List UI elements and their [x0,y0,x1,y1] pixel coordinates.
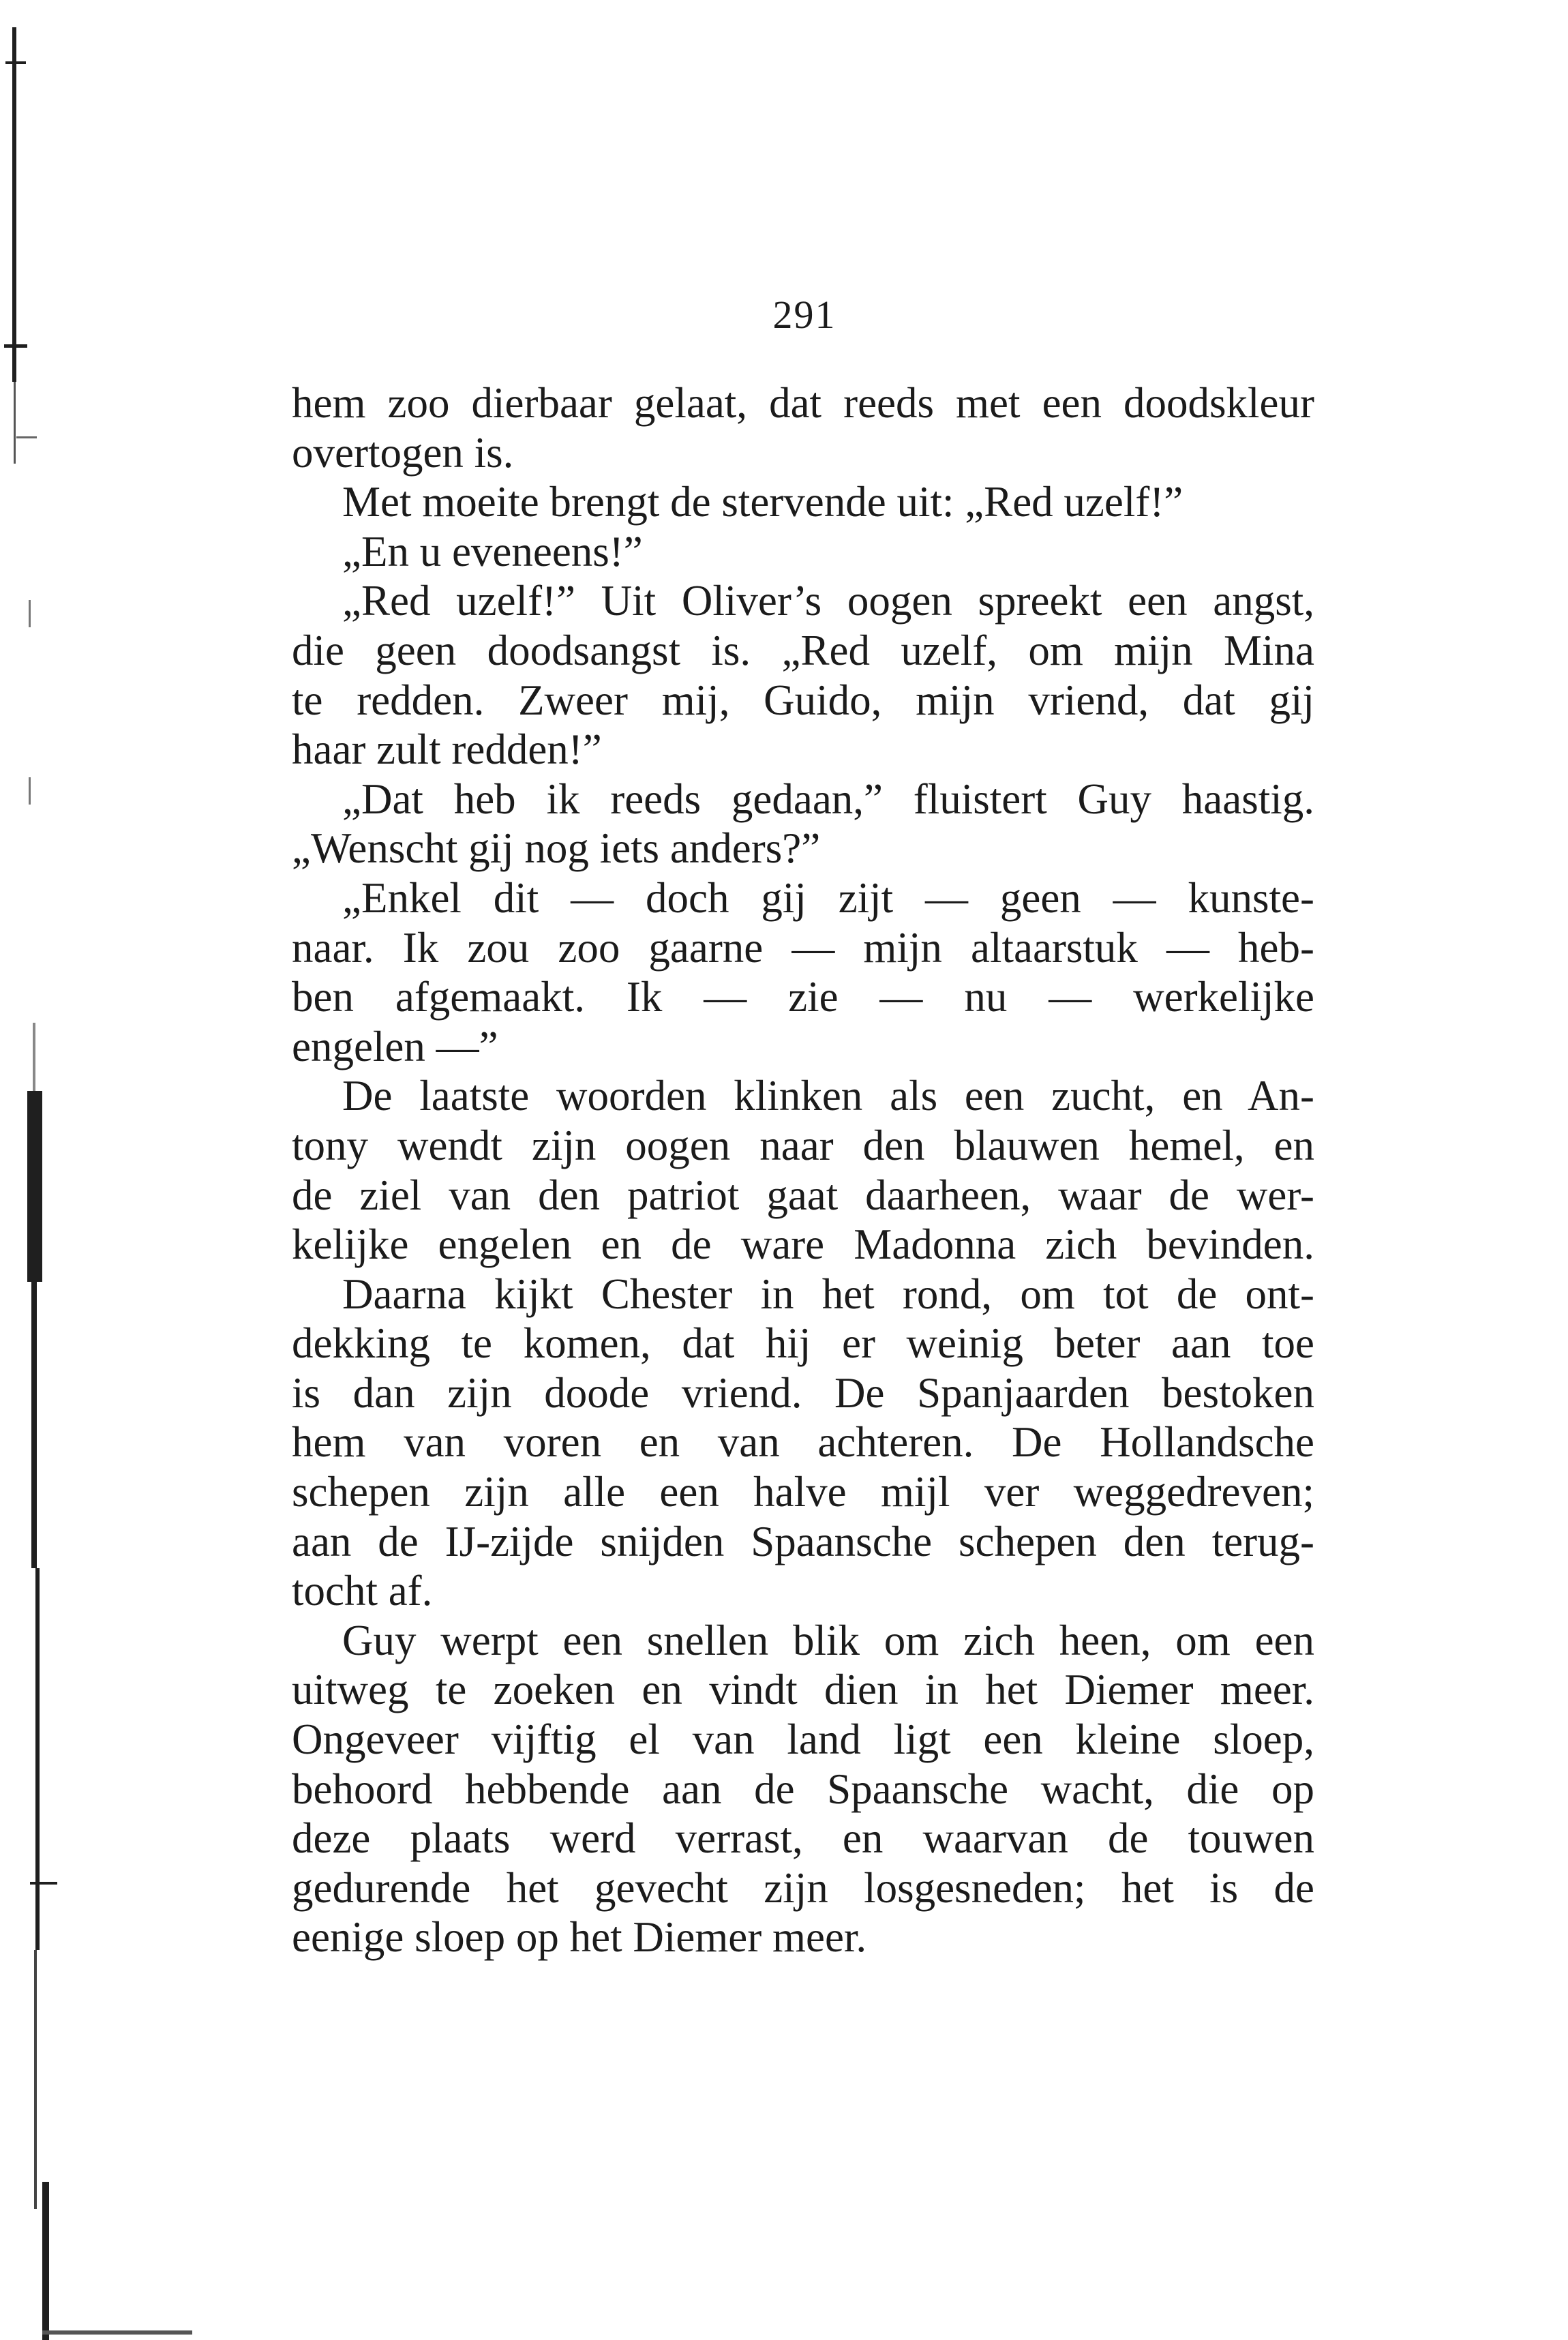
text-line: te redden. Zweer mij, Guido, mijn vriend, dat gij [292,676,1314,724]
text-line: schepen zijn alle een halve mijl ver weggedreven; [292,1468,1314,1516]
text-line: overtogen is. [292,428,514,477]
text-line: „En u eveneens!” [342,527,643,575]
text-line: gedurende het gevecht zijn losgesneden; het is de [292,1863,1314,1912]
text-line: engelen —” [292,1022,498,1070]
text-line: hem van voren en van achteren. De Hollandsche [292,1418,1314,1467]
text-line: behoord hebbende aan de Spaansche wacht, die op [292,1765,1314,1813]
page-number: 291 [772,292,836,337]
text-line: aan de IJ-zijde snijden Spaansche schepen den terug- [292,1517,1314,1565]
text-line: Ongeveer vijftig el van land ligt een kleine sloep, [292,1715,1314,1764]
text-line: kelijke engelen en de ware Madonna zich bevinden. [292,1220,1314,1269]
text-line: ben afgemaakt. Ik — zie — nu — werkelijke [292,973,1314,1021]
text-line: Daarna kijkt Chester in het rond, om tot de ont- [342,1270,1314,1318]
binding-edge [0,0,61,2340]
text-line: de ziel van den patriot gaat daarheen, waar de wer- [292,1171,1314,1219]
text-line: „Dat heb ik reeds gedaan,” fluistert Guy haastig. [342,775,1314,823]
text-line: Met moeite brengt de stervende uit: „Red uzelf!” [342,478,1183,526]
text-line: tony wendt zijn oogen naar den blauwen hemel, en [292,1121,1314,1169]
text-line: haar zult redden!” [292,725,602,774]
text-line: „Red uzelf!” Uit Oliver’s oogen spreekt een angst, [342,577,1314,625]
text-line: De laatste woorden klinken als een zucht, en An- [342,1072,1314,1120]
text-line: uitweg te zoeken en vindt dien in het Diemer meer. [292,1666,1314,1714]
text-line: hem zoo dierbaar gelaat, dat reeds met een doodskleur [292,379,1314,427]
text-line: die geen doodsangst is. „Red uzelf, om mijn Mina [292,626,1314,674]
text-line: eenige sloep op het Diemer meer. [292,1913,867,1962]
body-text [292,378,1314,1962]
text-line: naar. Ik zou zoo gaarne — mijn altaarstuk — heb- [292,923,1314,972]
text-line: Guy werpt een snellen blik om zich heen, om een [342,1616,1314,1664]
text-line: dekking te komen, dat hij er weinig beter aan toe [292,1319,1314,1368]
text-line: „Wenscht gij nog iets anders?” [292,824,821,873]
text-line: tocht af. [292,1567,433,1615]
text-line: is dan zijn doode vriend. De Spanjaarden bestoken [292,1368,1314,1417]
text-line: deze plaats werd verrast, en waarvan de touwen [292,1814,1314,1863]
text-line: „Enkel dit — doch gij zijt — geen — kunste- [342,873,1314,922]
